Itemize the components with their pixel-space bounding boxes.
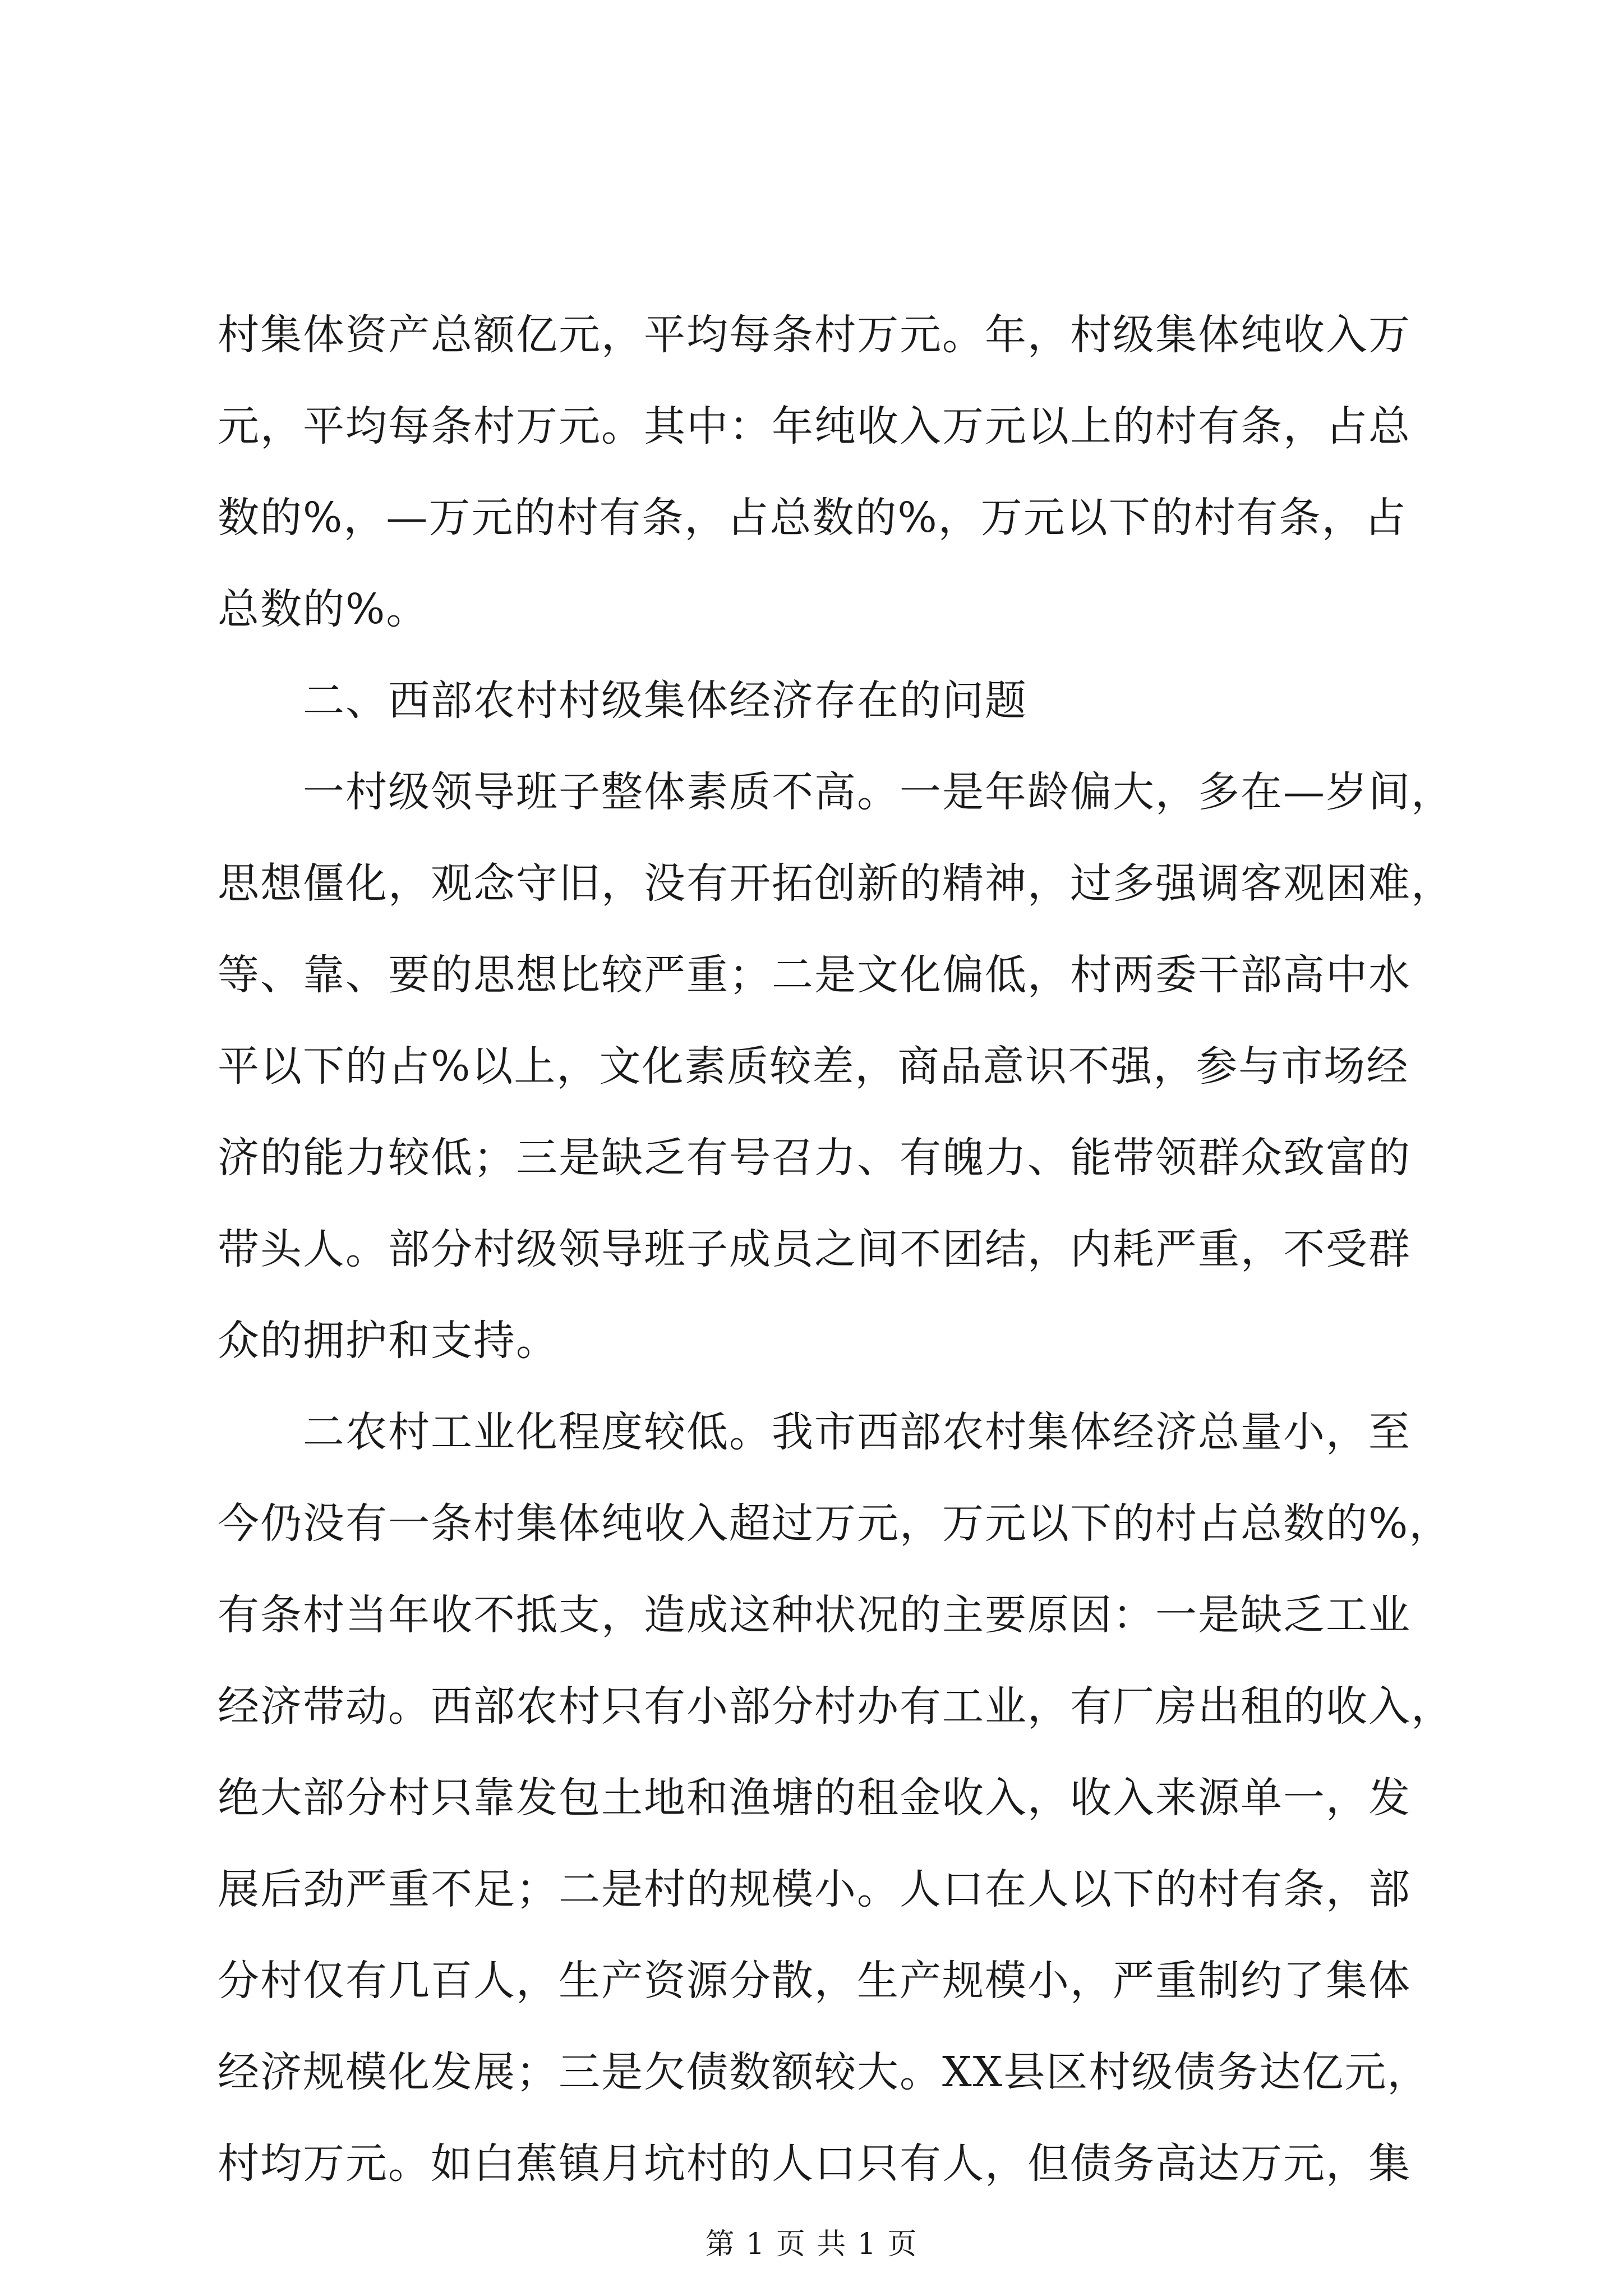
text-line: 经济规模化发展；三是欠债数额较大。XX县区村级债务达亿元， — [218, 2048, 1430, 2096]
text-line: 分村仅有几百人，生产资源分散，生产规模小，严重制约了集体 — [218, 1957, 1411, 2005]
section-heading: 二、西部农村村级集体经济存在的问题 — [303, 677, 1027, 725]
text-line: 绝大部分村只靠发包土地和渔塘的租金收入，收入来源单一，发 — [218, 1774, 1411, 1822]
text-line: 展后劲严重不足；二是村的规模小。人口在人以下的村有条，部 — [218, 1865, 1411, 1913]
text-line: 今仍没有一条村集体纯收入超过万元，万元以下的村占总数的%， — [218, 1499, 1452, 1548]
text-line: 带头人。部分村级领导班子成员之间不团结，内耗严重，不受群 — [218, 1225, 1411, 1273]
text-line: 众的拥护和支持。 — [218, 1317, 559, 1365]
text-line: 等、靠、要的思想比较严重；二是文化偏低，村两委干部高中水 — [218, 951, 1411, 999]
text-line: 有条村当年收不抵支，造成这种状况的主要原因：一是缺乏工业 — [218, 1591, 1411, 1639]
text-line: 村均万元。如白蕉镇月坑村的人口只有人，但债务高达万元，集 — [218, 2139, 1411, 2188]
page-number-footer: 第 1 页 共 1 页 — [705, 2228, 918, 2261]
text-line: 一村级领导班子整体素质不高。一是年龄偏大，多在—岁间， — [303, 768, 1454, 816]
text-line: 济的能力较低；三是缺乏有号召力、有魄力、能带领群众致富的 — [218, 1134, 1411, 1182]
text-line: 数的%，—万元的村有条，占总数的%，万元以下的村有条，占 — [218, 494, 1407, 542]
text-line: 村集体资产总额亿元，平均每条村万元。年，村级集体纯收入万 — [218, 311, 1411, 359]
text-line: 二农村工业化程度较低。我市西部农村集体经济总量小，至 — [303, 1408, 1411, 1456]
text-line: 经济带动。西部农村只有小部分村办有工业，有厂房出租的收入， — [218, 1682, 1454, 1731]
text-line: 思想僵化，观念守旧，没有开拓创新的精神，过多强调客观困难， — [218, 859, 1454, 908]
text-line: 总数的%。 — [218, 585, 429, 633]
text-line: 元，平均每条村万元。其中：年纯收入万元以上的村有条，占总 — [218, 402, 1411, 450]
text-line: 平以下的占%以上，文化素质较差，商品意识不强，参与市场经 — [218, 1042, 1409, 1091]
